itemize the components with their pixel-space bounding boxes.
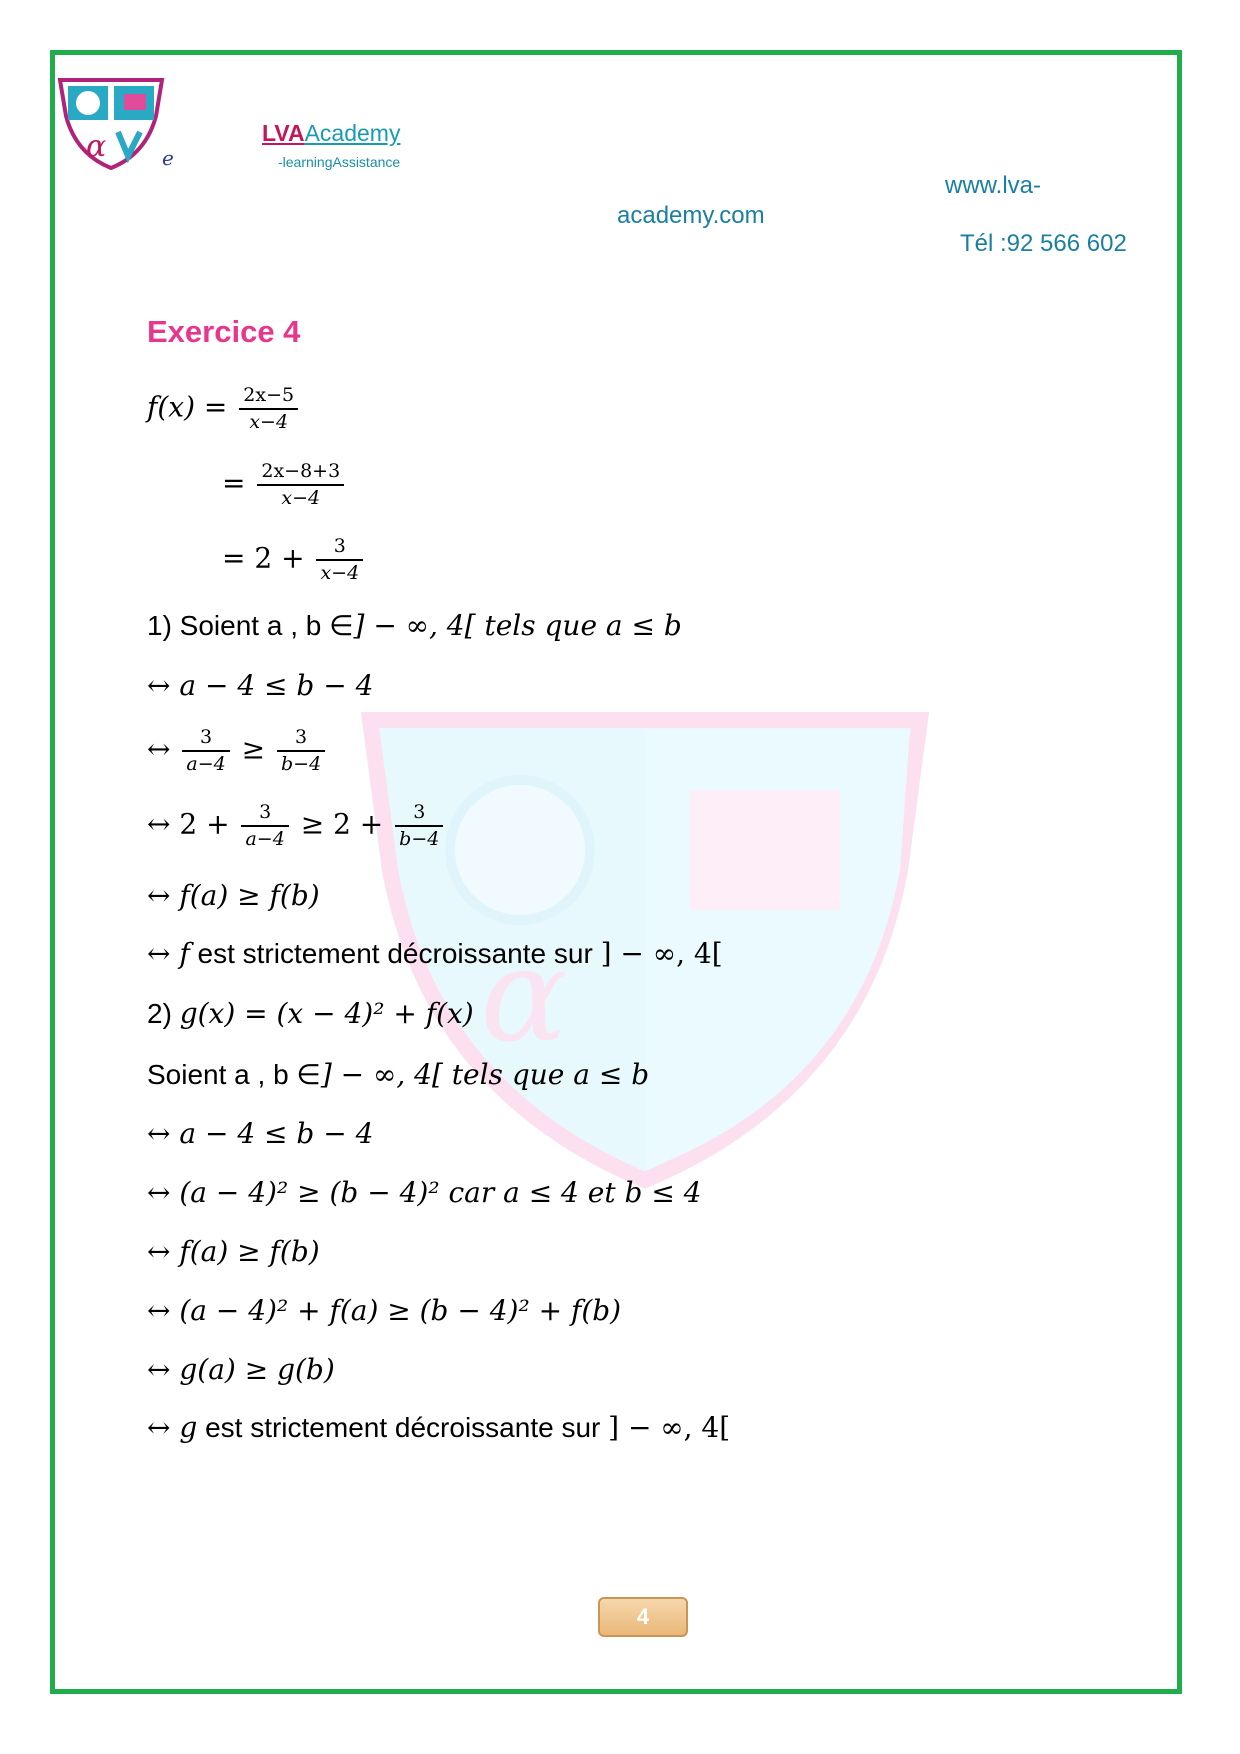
part2-intro-math: ] − ∞, 4[ tels que a ≤ b bbox=[320, 1058, 650, 1091]
interval: ] − ∞, 4[ bbox=[600, 937, 723, 970]
fraction-numerator: 3 bbox=[395, 803, 443, 827]
fraction-numerator: 3 bbox=[241, 803, 288, 827]
step-prefix: ↔ g bbox=[147, 1411, 198, 1444]
part1-step-3 bbox=[147, 803, 446, 849]
part1-step-2 bbox=[147, 728, 328, 774]
fraction-denominator: x−4 bbox=[249, 411, 289, 433]
equation-lhs: f(x) = bbox=[147, 390, 228, 424]
step-text: ↔ f(a) ≥ f(b) bbox=[147, 879, 320, 912]
brand-lva: LVA bbox=[262, 120, 305, 146]
fraction-numerator: 3 bbox=[182, 728, 229, 752]
part2-intro-label: Soient a , b ∈ bbox=[147, 1059, 321, 1090]
equation-lhs: = 2 + bbox=[222, 541, 305, 575]
svg-text:α: α bbox=[480, 919, 568, 1071]
page-number-badge: 4 bbox=[598, 1597, 688, 1637]
part1-intro bbox=[147, 609, 682, 642]
brand-name[interactable] bbox=[262, 120, 400, 147]
equation-line-2 bbox=[222, 462, 347, 508]
relation-symbol: ≥ bbox=[241, 732, 266, 766]
fraction-denominator: x−4 bbox=[281, 487, 321, 509]
step-prefix: ↔ f bbox=[147, 937, 190, 970]
equation-line-3 bbox=[222, 537, 366, 583]
equation-line-1 bbox=[147, 386, 301, 432]
part2-step-3 bbox=[147, 1235, 320, 1268]
part2-step-2 bbox=[147, 1176, 702, 1209]
step-text: ↔ g(a) ≥ g(b) bbox=[147, 1353, 335, 1386]
equiv-arrow: ↔ bbox=[147, 732, 171, 766]
website-link-part1[interactable]: www.lva- bbox=[945, 172, 1042, 199]
part1-intro-math: ] − ∞, 4[ tels que a ≤ b bbox=[353, 609, 682, 642]
exercise-title: Exercice 4 bbox=[147, 314, 301, 349]
logo-letter: e bbox=[162, 146, 174, 170]
website-link-part2[interactable]: academy.com bbox=[617, 202, 765, 229]
step-prefix: ↔ 2 + bbox=[147, 807, 230, 841]
svg-text:α: α bbox=[86, 129, 107, 164]
part1-step-1 bbox=[147, 669, 374, 702]
fraction bbox=[241, 803, 288, 849]
part2-definition bbox=[147, 997, 474, 1030]
fraction-denominator: b−4 bbox=[399, 828, 440, 850]
part2-conclusion bbox=[147, 1411, 731, 1444]
step-text: ↔ a − 4 ≤ b − 4 bbox=[147, 669, 374, 702]
fraction-numerator: 3 bbox=[316, 537, 363, 561]
fraction bbox=[182, 728, 229, 774]
fraction-numerator: 2x−5 bbox=[239, 386, 298, 410]
fraction-denominator: a−4 bbox=[186, 753, 226, 775]
part2-step-4 bbox=[147, 1294, 622, 1327]
part2-intro bbox=[147, 1058, 650, 1091]
fraction-denominator: x−4 bbox=[320, 562, 360, 584]
fraction-denominator: b−4 bbox=[281, 753, 322, 775]
fraction bbox=[277, 728, 325, 774]
interval: ] − ∞, 4[ bbox=[608, 1411, 731, 1444]
conclusion-text: est strictement décroissante sur bbox=[197, 1412, 609, 1443]
part2-step-1 bbox=[147, 1117, 374, 1150]
step-text: ↔ f(a) ≥ f(b) bbox=[147, 1235, 320, 1268]
step-text: ↔ a − 4 ≤ b − 4 bbox=[147, 1117, 374, 1150]
part1-intro-label: 1) Soient a , b ∈ bbox=[147, 610, 354, 641]
conclusion-text: est strictement décroissante sur bbox=[189, 938, 601, 969]
phone-number: Tél :92 566 602 bbox=[960, 230, 1127, 257]
part1-step-4 bbox=[147, 879, 320, 912]
g-definition: g(x) = (x − 4)² + f(x) bbox=[179, 997, 474, 1030]
lva-logo-icon bbox=[56, 76, 166, 170]
fraction bbox=[257, 462, 344, 508]
fraction-numerator: 3 bbox=[277, 728, 325, 752]
part2-step-5 bbox=[147, 1353, 335, 1386]
fraction bbox=[316, 537, 363, 583]
equation-lhs: = bbox=[222, 466, 246, 500]
part2-label: 2) bbox=[147, 998, 180, 1029]
fraction-denominator: a−4 bbox=[245, 828, 285, 850]
step-middle: ≥ 2 + bbox=[300, 807, 384, 841]
fraction bbox=[395, 803, 443, 849]
part1-conclusion bbox=[147, 937, 723, 970]
fraction bbox=[239, 386, 298, 432]
brand-tagline: -learningAssistance bbox=[278, 154, 401, 170]
step-text: ↔ (a − 4)² ≥ (b − 4)² car a ≤ 4 et b ≤ 4 bbox=[147, 1176, 702, 1209]
step-text: ↔ (a − 4)² + f(a) ≥ (b − 4)² + f(b) bbox=[147, 1294, 622, 1327]
brand-academy: Academy bbox=[304, 120, 401, 146]
fraction-numerator: 2x−8+3 bbox=[257, 462, 344, 486]
